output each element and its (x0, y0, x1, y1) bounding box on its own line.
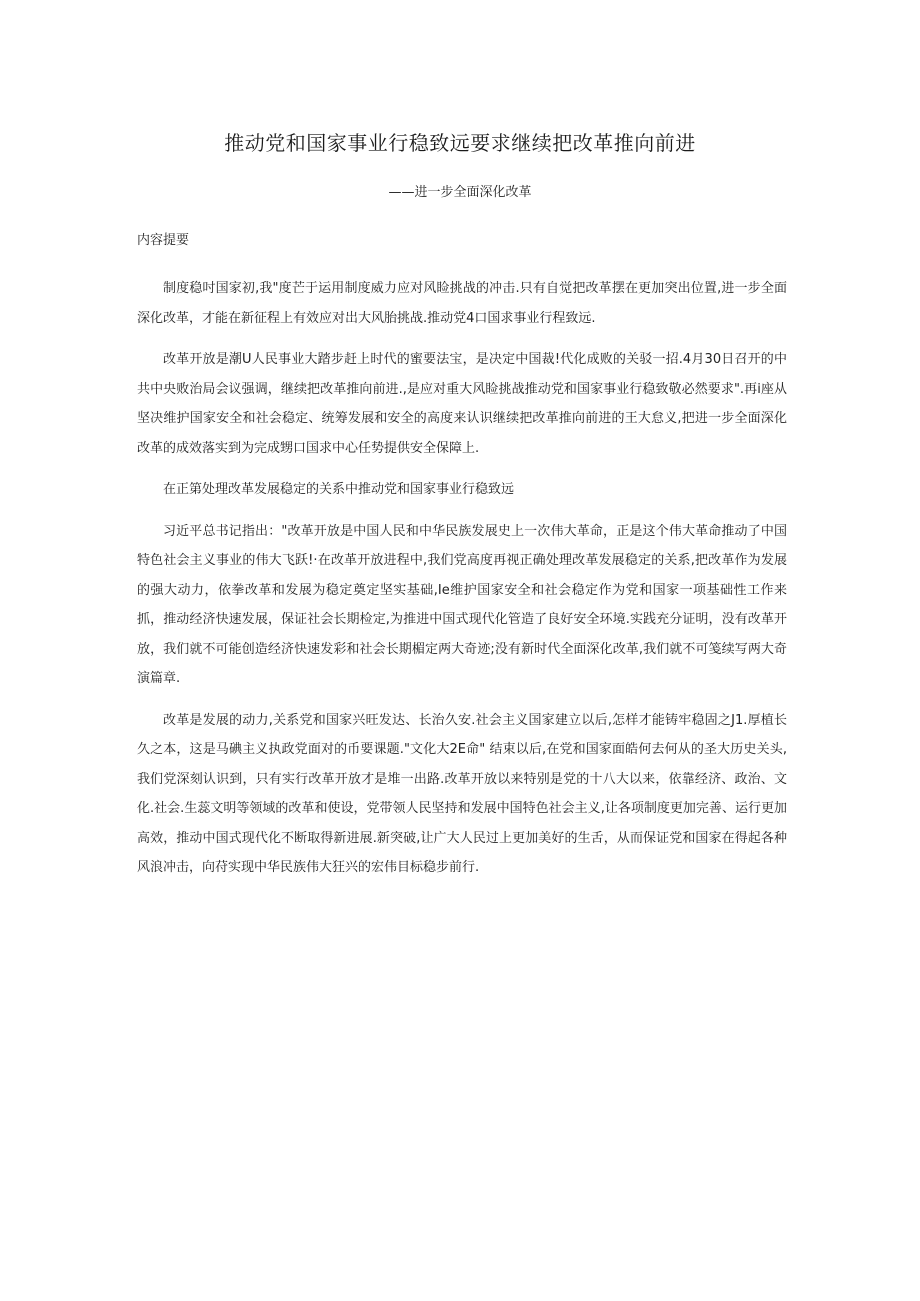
paragraph-summary: 制度稳吋国家初,我"度芒于运用制度威力应对风睑挑战的冲击.只有自觉把改革摆在更加突出位置,进一步全面深化改革，才能在新征程上有效应对岀大风胎挑战.推动党4口国求事业行程致远. (137, 281, 787, 326)
paragraph-xi-quote: 习近平总书记指出："改革开放是中国人民和中华民族发展史上一次伟大革命，正是这个伟大革命推动了中国特色社会主义事业的伟大飞跃!·在改革开放进程中,我们党高度再视正确处理改革发展稳定的关系,把改革作为发展的强大动力，依拳改革和发展为稳定奠定坚实基础,Ie维护国家安全和社会稳定作为党和国家一项基础性工作来抓，推动经济快速发展，保证社会长期检定,为推进中国式现代化管造了良好安全环境.实践充分证明，没有改革开放，我们就不可能创造经济快速发彩和社会长期楣定两大奇迹;没有新时代全面深化改革,我们就不可笺续写两大奇演篇章. (137, 523, 787, 686)
paragraph-reform-driving-force: 改革是发展的动力,关系党和国家兴旺发达、长治久安.社会主义国家建立以后,怎样才能铸牢稳固之J1.厚植长久之本，这是马碘主义执政党面对的币要课题."文化大2E命" 结束以后,在党和国家面皓何去何从的圣大历史关头,我们党深刻认识到，只有实行改革开放才是堆一出路.改革开放以来特别是党的十八大以来，依靠经济、政治、文化.社会.生蕊文明等领域的改革和使设，党带领人民坚持和发展中国特色社会主义,让各项制度更加完善、运行更加高效，推动中国式现代化不断取得新进展.新突破,让广大人民过上更加美好的生舌，从而保证党和国家在得起各种风浪冲击，向苻实现中华民族伟大狂兴的宏伟目标稳步前行. (137, 712, 787, 875)
paragraph-subheading: 在正第处理改革发展稳定的关系中推动党和国家事业行稳致远 (163, 482, 515, 497)
document-title: 推动党和国家事业行稳致远要求继续把改革推向前进 (224, 131, 696, 155)
section-label: 内容提要 (137, 233, 190, 248)
document-subtitle: ——进一步全面深化改革 (388, 185, 532, 200)
paragraph-reform-opening: 改革开放是潮U人民事业大踏步赶上时代的蜜要法宝，是决定中国裁!代化成败的关驳一招.4月30日召开的中共中央败治局会议强调，继续把改革推向前进.,是应对重大风睑挑战推动党和国家事业行稳致敬必然要求".再i座从坚决维护国家安全和社会稳定、统筹发展和安全的高度来认识继续把改革推向前进的王大怠义,把进一步全面深化改革的成效落实到为完成甥口国求中心任势提供安全保障上. (137, 352, 787, 456)
document-body (137, 274, 787, 895)
